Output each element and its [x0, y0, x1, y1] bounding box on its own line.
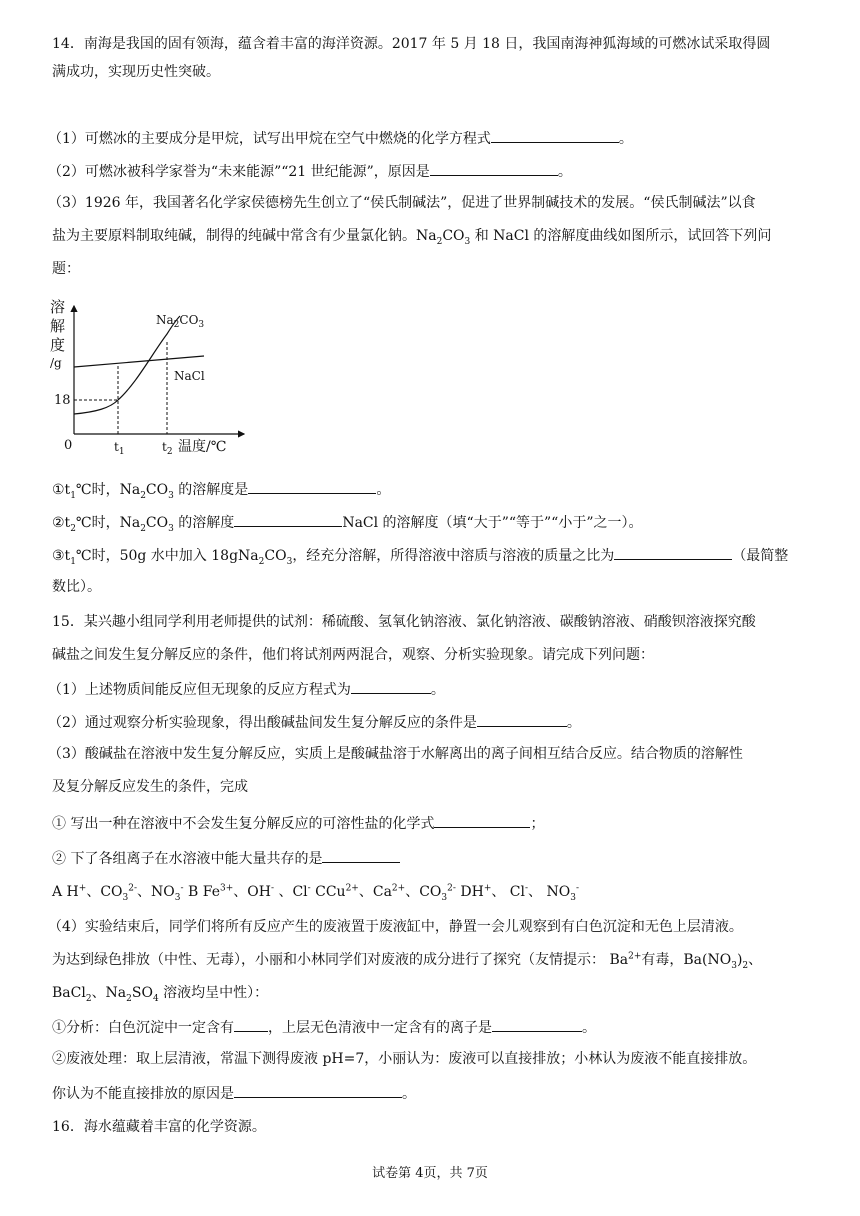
x-tick-t2: $t_2$: [162, 440, 173, 457]
subscript: 2: [258, 556, 265, 567]
q15-ion-options: [52, 882, 579, 902]
text: ②t: [52, 515, 71, 531]
punct: 。: [557, 164, 572, 180]
subscript: 2: [742, 960, 749, 971]
text: SO: [131, 985, 153, 1001]
q14-sub-3: [52, 544, 788, 566]
y-axis-label-char-3: 度: [50, 336, 66, 354]
y-axis-label-char-1: 溶: [50, 298, 66, 316]
text: 、Na: [91, 985, 127, 1001]
q15-sub-1: [52, 812, 544, 834]
punct: 。: [430, 682, 445, 698]
answer-blank[interactable]: [477, 711, 567, 727]
text: ①t: [52, 482, 71, 498]
q14-sub-3-line-2: 数比）。: [52, 579, 101, 595]
answer-blank[interactable]: [248, 478, 376, 494]
text: 为达到绿色排放（中性、无毒），小丽和小林同学们对废液的成分进行了探究（友情提示： Ba: [52, 952, 629, 968]
q15-disposal-line-1: ②废液处理：取上层清液，常温下测得废液 pH=7，小丽认为：废液可以直接排放；小林认为废液不能直接排放。: [52, 1051, 757, 1067]
na2co3-curve: [74, 316, 180, 414]
q14-part-2-text: （2）可燃冰被科学家誉为“未来能源”“21 世纪能源”，原因是: [48, 164, 430, 180]
text: ℃时，50g 水中加入 18gNa: [75, 548, 259, 564]
text: BaCl: [52, 985, 86, 1001]
answer-blank[interactable]: [430, 160, 558, 176]
text: 有毒，Ba(NO: [641, 952, 732, 968]
subscript: 2: [140, 490, 146, 501]
q15-part-4-line-3: [52, 983, 268, 1003]
text: ): [736, 952, 743, 968]
x-tick-t1: $t_1$: [114, 440, 125, 457]
q14-intro-line-2: 满成功，实现历史性突破。: [52, 64, 220, 80]
subscript: 1: [70, 490, 76, 501]
q15-part-4-line-2: [52, 950, 762, 970]
text: ，经充分溶解，所得溶液中溶质与溶液的质量之比为: [292, 548, 615, 564]
q15-part-2: [48, 711, 581, 733]
q14-intro-line-1: 14．南海是我国的固有领海，蕴含着丰富的海洋资源。2017 年 5 月 18 日，我国南海神狐海域的可燃冰试采取得圆: [52, 36, 771, 52]
answer-blank[interactable]: [234, 511, 342, 527]
text: （2）通过观察分析实验现象，得出酸碱盐间发生复分解反应的条件是: [48, 715, 477, 731]
text: ①分析：白色沉淀中一定含有: [52, 1020, 234, 1036]
q15-disposal-line-2: [52, 1082, 416, 1104]
y-axis-label-char-2: 解: [50, 317, 66, 335]
subscript: 2: [436, 236, 443, 247]
subscript: 2: [140, 523, 146, 534]
answer-blank[interactable]: [492, 1016, 582, 1032]
q15-part-3-line-1: （3）酸碱盐在溶液中发生复分解反应，实质上是酸碱盐溶于水解离出的离子间相互结合反应。结合物质的溶解性: [48, 746, 743, 762]
q15-sub-2: [52, 847, 400, 869]
q14-sub-1: [52, 478, 390, 500]
option-a: A H+、$CO_3^{2-}$、$NO_3^-$: [52, 883, 184, 903]
subscript: 3: [731, 960, 737, 971]
subscript: 3: [464, 236, 471, 247]
text: （最简整: [732, 548, 789, 564]
text: ③t: [52, 548, 71, 564]
text: ℃时，Na: [75, 482, 141, 498]
solubility-chart: [44, 296, 254, 458]
text: CO: [264, 548, 287, 564]
q15-intro-line-1: 15．某兴趣小组同学利用老师提供的试剂：稀硫酸、氢氧化钠溶液、氯化钠溶液、碳酸钠溶液、硝酸钡溶液探究酸: [52, 614, 756, 630]
punct: 。: [566, 715, 581, 731]
superscript: 2+: [628, 951, 642, 962]
q15-part-3-line-2: 及复分解反应发生的条件，完成: [52, 779, 248, 795]
subscript: 1: [70, 556, 76, 567]
q14-part-1: [48, 127, 633, 149]
answer-blank[interactable]: [351, 678, 431, 694]
text: NaCl 的溶解度（填“大于”“等于”“小于”之一）。: [342, 515, 643, 531]
option-d: DH+、 Cl-、 $NO_3^-$: [455, 883, 580, 903]
nacl-curve: [74, 356, 204, 367]
subscript: 4: [152, 993, 159, 1004]
series-label-na2co3: $Na_2CO_3$: [156, 313, 205, 330]
text: （1）上述物质间能反应但无现象的反应方程式为: [48, 682, 351, 698]
q14-part-1-text: （1）可燃冰的主要成分是甲烷，试写出甲烷在空气中燃烧的化学方程式: [48, 131, 491, 147]
punct: 。: [618, 131, 633, 147]
q14-part-2: [48, 160, 572, 182]
answer-blank[interactable]: [234, 1082, 402, 1098]
text: 和 NaCl 的溶解度曲线如图所示，试回答下列问: [470, 228, 772, 244]
text: ① 写出一种在溶液中不会发生复分解反应的可溶性盐的化学式: [52, 816, 435, 832]
punct: ；: [530, 816, 545, 832]
text: ，上层无色清液中一定含有的离子是: [268, 1020, 492, 1036]
answer-blank[interactable]: [434, 812, 530, 828]
q16-intro: 16．海水蕴藏着丰富的化学资源。: [52, 1119, 266, 1135]
text: CO: [145, 482, 169, 498]
option-b: B $Fe^{3+}$、OH- 、Cl-: [183, 883, 311, 900]
answer-blank[interactable]: [322, 847, 400, 863]
answer-blank[interactable]: [614, 544, 732, 560]
answer-blank[interactable]: [491, 127, 619, 143]
q14-part-3-line-1: （3）1926 年，我国著名化学家侯德榜先生创立了“侯氏制碱法”，促进了世界制碱技术的发展。“侯氏制碱法”以食: [48, 195, 756, 211]
text: CO: [442, 228, 465, 244]
subscript: 2: [85, 993, 92, 1004]
text: ℃时，Na: [75, 515, 141, 531]
text: ② 下了各组离子在水溶液中能大量共存的是: [52, 851, 323, 867]
q14-part-3-line-3: 题：: [52, 261, 80, 277]
answer-blank[interactable]: [234, 1016, 268, 1032]
y-axis-label-unit: /g: [50, 356, 62, 370]
text: 溶液均呈中性）：: [158, 985, 269, 1001]
text: 的溶解度: [173, 515, 235, 531]
text: 你认为不能直接排放的原因是: [52, 1086, 234, 1102]
page-footer: 试卷第 4页，共 7页: [372, 1166, 488, 1181]
subscript: 3: [168, 490, 174, 501]
punct: 。: [402, 1086, 416, 1102]
q15-analysis: [52, 1016, 596, 1038]
q15-part-1: [48, 678, 445, 700]
q15-part-4-line-1: （4）实验结束后，同学们将所有反应产生的废液置于废液缸中，静置一会儿观察到有白色沉淀和无色上层清液。: [48, 919, 743, 935]
q15-intro-line-2: 碱盐之间发生复分解反应的条件，他们将试剂两两混合，观察、分析实验现象。请完成下列问题：: [52, 647, 654, 663]
subscript: 3: [168, 523, 174, 534]
subscript: 2: [70, 523, 76, 534]
text: 的溶解度是: [173, 482, 249, 498]
q14-part-3-line-2: [52, 226, 771, 246]
origin-label: 0: [64, 438, 73, 453]
text: 、: [748, 952, 763, 968]
series-label-nacl: NaCl: [174, 369, 205, 383]
text: 盐为主要原料制取纯碱，制得的纯碱中常含有少量氯化钠。Na: [52, 228, 437, 244]
punct: 。: [582, 1020, 596, 1036]
text: CO: [145, 515, 169, 531]
q14-sub-2: [52, 511, 643, 533]
subscript: 3: [286, 556, 293, 567]
y-tick-18: 18: [54, 393, 71, 408]
option-c: CCu$^{2+}$、$Ca^{2+}$、$CO_3^{2-}$: [310, 883, 456, 903]
punct: 。: [376, 482, 391, 498]
x-axis-label: 温度/℃: [178, 439, 227, 455]
subscript: 2: [126, 993, 132, 1004]
